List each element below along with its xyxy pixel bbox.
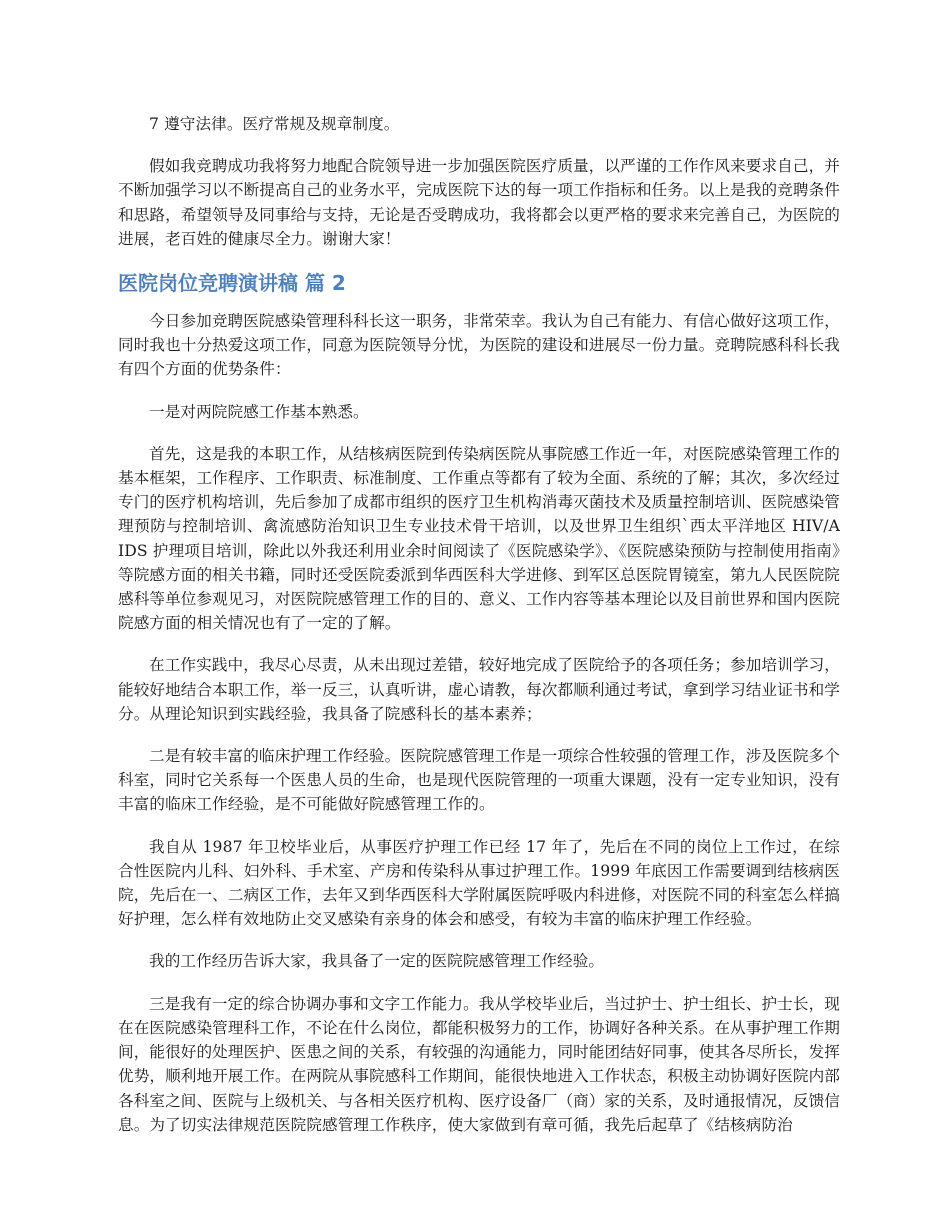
paragraph: 我自从 1987 年卫校毕业后，从事医疗护理工作已经 17 年了，先后在不同的岗位上工作过，在综合性医院内儿科、妇外科、手术室、产房和传染科从事过护理工作。1999 年底因工作需要调到结核病医院，先后在一、二病区工作，去年又到华西医科大学附属医院呼吸内科进修，对医院不同的科室怎么样搞好护理，怎么样有效地防止交叉感染有亲身的体会和感受，有较为丰富的临床护理工作经验。 [118,837,840,929]
paragraph: 7 遵守法律。医疗常规及规章制度。 [149,115,400,133]
paragraph: 首先，这是我的本职工作，从结核病医院到传染病医院从事院感工作近一年，对医院感染管理工作的基本框架，工作程序、工作职责、标准制度、工作重点等都有了较为全面、系统的了解；其次，多次经过专门的医疗机构培训，先后参加了成都市组织的医疗卫生机构消毒灭菌技术及质量控制培训、医院感染管理预防与控制培训、禽流感防治知识卫生专业技术骨干培训，以及世界卫生组织`西太平洋地区 HIV/A IDS 护理项目培训，除此以外我还利用业余时间阅读了《医院感染学》、《医院感染预防与控制使用指南》等院感方面的相关书籍，同时还受医院委派到华西医科大学进修、到军区总医院胃镜室，第九人民医院院感科等单位参观见习，对医院院感管理工作的目的、意义、工作内容等基本理论以及目前世界和国内医院院感方面的相关情况也有了一定的了解。 [118,444,840,633]
paragraph: 假如我竞聘成功我将努力地配合院领导进一步加强医院医疗质量，以严谨的工作作风来要求自己，并不断加强学习以不断提高自己的业务水平，完成医院下达的每一项工作指标和任务。以上是我的竞聘条件和思路，希望领导及同事给与支持，无论是否受聘成功，我将都会以更严格的要求来完善自己，为医院的进展，老百姓的健康尽全力。谢谢大家！ [118,157,840,248]
paragraph: 三是我有一定的综合协调办事和文字工作能力。我从学校毕业后，当过护士、护士组长、护士长，现在在医院感染管理科工作，不论在什么岗位，都能积极努力的工作，协调好各种关系。在从事护理工作期间，能很好的处理医护、医患之间的关系，有较强的沟通能力，同时能团结好同事，使其各尽所长，发挥优势，顺利地开展工作。在两院从事院感科工作期间，能很快地进入工作状态，积极主动协调好医院内部各科室之间、医院与上级机关、与各相关医疗机构、医疗设备厂（商）家的关系，及时通报情况，反馈信息。为了切实法律规范医院院感管理工作秩序，使大家做到有章可循，我先后起草了《结核病防治 [118,994,840,1134]
paragraph: 今日参加竞聘医院感染管理科科长这一职务，非常荣幸。我认为自己有能力、有信心做好这项工作，同时我也十分热爱这项工作，同意为医院领导分忧，为医院的建设和进展尽一份力量。竞聘院感科科长我有四个方面的优势条件： [118,312,840,379]
paragraph: 我的工作经历告诉大家，我具备了一定的医院院感管理工作经验。 [149,952,605,971]
document-body [118,112,840,1155]
paragraph: 二是有较丰富的临床护理工作经验。医院院感管理工作是一项综合性较强的管理工作，涉及医院多个科室，同时它关系每一个医患人员的生命，也是现代医院管理的一项重大课题，没有一定专业知识，没有丰富的临床工作经验，是不可能做好院感管理工作的。 [118,747,840,814]
paragraph: 在工作实践中，我尽心尽责，从未出现过差错，较好地完成了医院给予的各项任务；参加培训学习，能较好地结合本职工作，举一反三，认真听讲，虚心请教，每次都顺利通过考试，拿到学习结业证书和学分。从理论知识到实践经验，我具备了院感科长的基本素养； [118,656,840,723]
section-heading: 医院岗位竞聘演讲稿 篇 2 [118,271,346,296]
paragraph: 一是对两院院感工作基本熟悉。 [149,402,369,421]
